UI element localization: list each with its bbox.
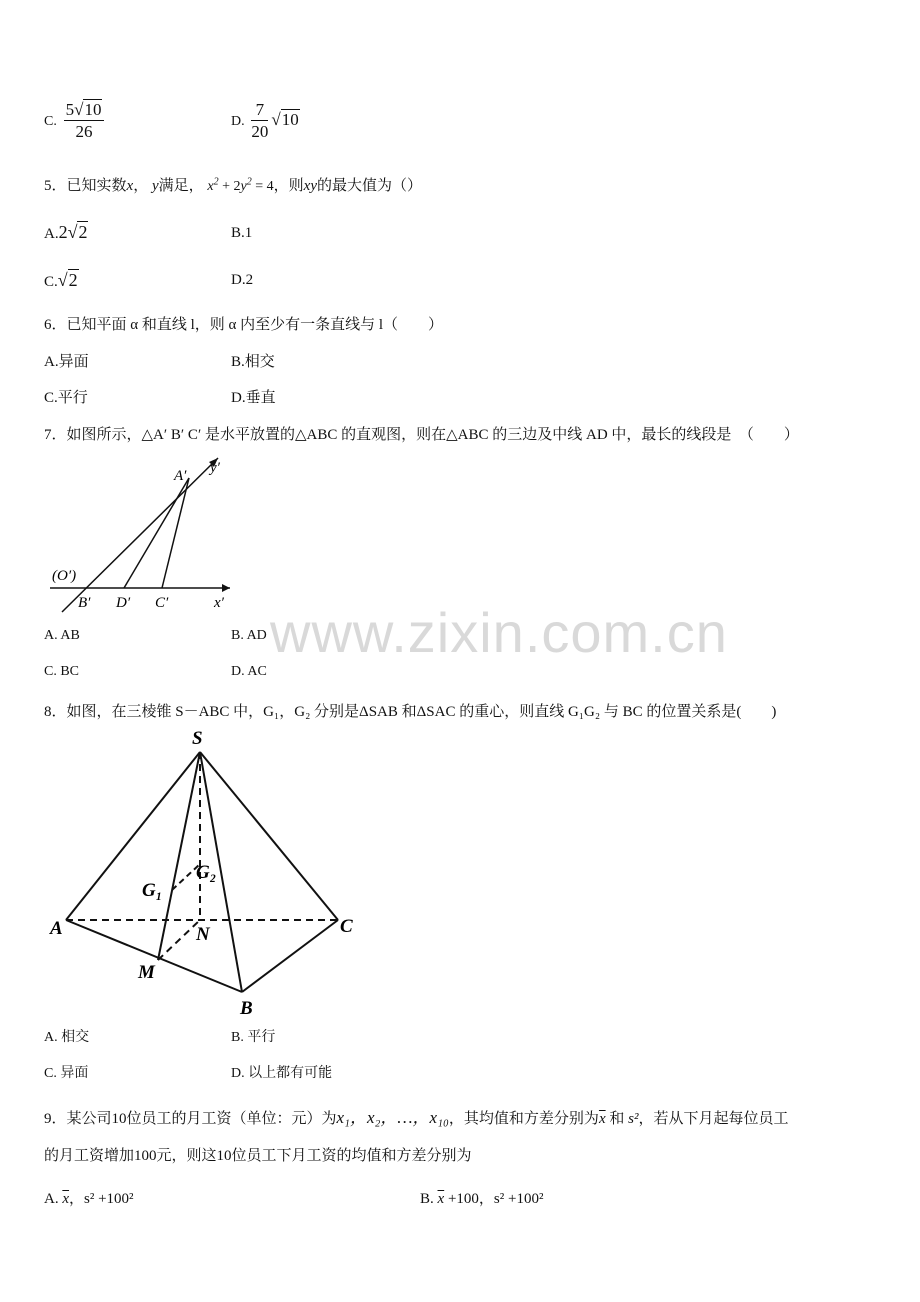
- question-6-stem: 6．已知平面 α 和直线 l，则 α 内至少有一条直线与 l（ ）: [44, 317, 444, 333]
- y-axis: [62, 458, 218, 612]
- label-x: x′: [214, 595, 224, 611]
- q5-option-b[interactable]: B.1: [231, 225, 253, 241]
- q6-option-b[interactable]: B.相交: [231, 354, 275, 370]
- label-o: (O′): [52, 568, 77, 584]
- q6-option-c[interactable]: C.平行: [44, 390, 88, 406]
- q7-option-a[interactable]: A. AB: [44, 628, 80, 643]
- q4-option-d[interactable]: D. $\frac{7}{20}$ √10: [231, 100, 299, 141]
- segment-sm: [158, 752, 200, 960]
- option-label: D.: [231, 113, 245, 129]
- label-c: C: [340, 916, 353, 937]
- label-m: M: [138, 962, 155, 983]
- label-c: C′: [155, 595, 169, 611]
- q5-option-d[interactable]: D.2: [231, 272, 254, 288]
- q7-option-b[interactable]: B. AD: [231, 628, 267, 643]
- label-a: A′: [174, 468, 187, 484]
- label-d: D′: [116, 595, 131, 611]
- edge-sa: [66, 752, 200, 920]
- label-a: A: [50, 918, 63, 939]
- label-g1: G₁: [142, 880, 163, 901]
- q7-option-c[interactable]: C. BC: [44, 664, 80, 679]
- edge-sc: [200, 752, 338, 920]
- label-b: B: [240, 998, 253, 1019]
- q7-figure: [44, 452, 244, 618]
- segment-a-d: [124, 478, 189, 588]
- label-s: S: [192, 728, 203, 749]
- q5-option-a[interactable]: A.2√2: [44, 222, 88, 242]
- question-9-line-2: 的月工资增加100元，则这10位员工下月工资的均值和方差分别为: [44, 1148, 472, 1164]
- watermark: www.zixin.com.cn: [270, 601, 728, 664]
- edge-bc: [242, 920, 338, 992]
- q5-option-c[interactable]: C.√2: [44, 270, 78, 290]
- q6-option-d[interactable]: D.垂直: [231, 390, 276, 406]
- question-5-stem: 5．已知实数x， y满足， $x^2 + 2y^2 = 4$，则xy的最大值为（）: [44, 176, 422, 194]
- q9-option-a[interactable]: A. $\overline{x}$，s² +100²: [44, 1191, 134, 1207]
- question-9-line-1: 9．某公司10位员工的月工资（单位：元）为x₁，x₂，…，x₁₀，其均值和方差分别为$\overline{x}$ 和 s²，若从下月起每位员工: [44, 1108, 789, 1127]
- q8-option-d[interactable]: D. 以上都有可能: [231, 1066, 333, 1081]
- fraction: $\frac{7}{20}$: [251, 100, 269, 141]
- segment-a-c: [162, 478, 189, 588]
- q8-option-a[interactable]: A. 相交: [44, 1030, 90, 1045]
- q9-option-b[interactable]: B. $\overline{x} +100$，s² +100²: [420, 1191, 544, 1207]
- label-g2: G₂: [196, 862, 217, 883]
- label-b: B′: [78, 595, 91, 611]
- q6-option-a[interactable]: A.异面: [44, 354, 89, 370]
- label-n: N: [196, 924, 210, 945]
- question-7-stem: 7．如图所示，△A′ B′ C′ 是水平放置的△ABC 的直观图，则在△ABC 的三边及中线 AD 中，最长的线段是 （ ）: [44, 427, 799, 443]
- label-y: y′: [210, 460, 220, 476]
- q4-option-c[interactable]: [44, 100, 107, 143]
- question-8-stem: 8．如图，在三棱锥 S－ABC 中，G₁，G₂ 分别是ΔSAB 和ΔSAC 的重心，则直线 G₁G₂ 与 BC 的位置关系是( ): [44, 704, 777, 720]
- q8-figure: [44, 722, 374, 1020]
- q8-option-c[interactable]: C. 异面: [44, 1066, 89, 1081]
- q8-option-b[interactable]: B. 平行: [231, 1030, 276, 1045]
- q7-option-d[interactable]: D. AC: [231, 664, 267, 679]
- fraction: $\frac{5√10}{26}$: [64, 100, 105, 143]
- option-label: C.: [44, 113, 57, 129]
- x-arrow-icon: [222, 584, 230, 592]
